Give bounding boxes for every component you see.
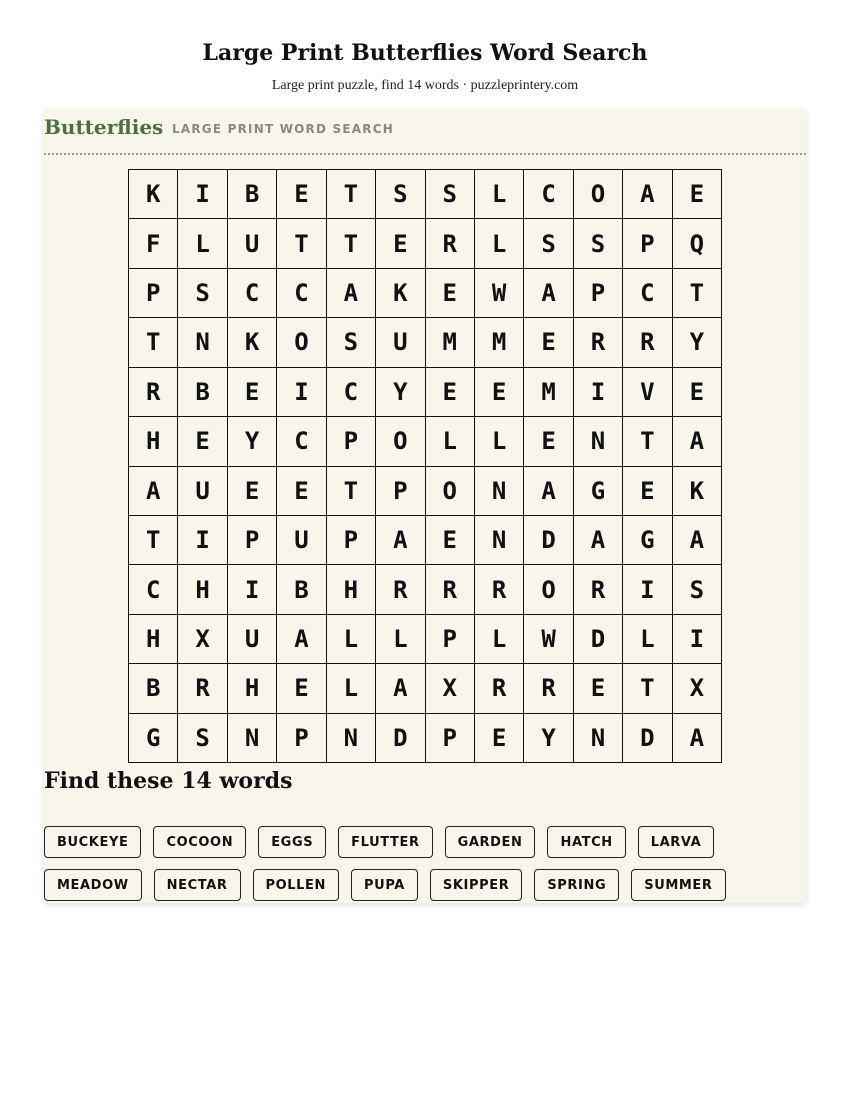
grid-cell[interactable]: S	[376, 170, 425, 219]
grid-cell[interactable]: E	[277, 170, 326, 219]
grid-cell[interactable]: R	[524, 664, 573, 713]
grid-cell[interactable]: I	[623, 565, 672, 614]
grid-cell[interactable]: C	[623, 269, 672, 318]
grid-cell[interactable]: I	[228, 565, 277, 614]
grid-cell[interactable]: X	[178, 615, 227, 664]
grid-cell[interactable]: E	[277, 664, 326, 713]
grid-cell[interactable]: A	[376, 664, 425, 713]
word-chip-garden[interactable]: GARDEN	[445, 826, 536, 858]
grid-cell[interactable]: A	[623, 170, 672, 219]
word-list-row	[44, 826, 714, 858]
grid-cell[interactable]: B	[228, 170, 277, 219]
grid-cell[interactable]: C	[327, 368, 376, 417]
grid-cell[interactable]: A	[277, 615, 326, 664]
grid-cell[interactable]: G	[129, 714, 178, 763]
grid-cell[interactable]: I	[574, 368, 623, 417]
letter-grid	[128, 169, 722, 763]
word-chip-larva[interactable]: LARVA	[638, 826, 715, 858]
grid-cell[interactable]: X	[426, 664, 475, 713]
grid-cell[interactable]: N	[178, 318, 227, 367]
grid-cell[interactable]: P	[277, 714, 326, 763]
grid-cell[interactable]: E	[475, 368, 524, 417]
grid-cell[interactable]: T	[327, 170, 376, 219]
grid-cell[interactable]: A	[673, 417, 722, 466]
grid-cell[interactable]: P	[376, 467, 425, 516]
grid-cell[interactable]: D	[524, 516, 573, 565]
grid-cell[interactable]: K	[673, 467, 722, 516]
grid-cell[interactable]: K	[228, 318, 277, 367]
grid-cell[interactable]: F	[129, 219, 178, 268]
grid-cell[interactable]: E	[178, 417, 227, 466]
grid-cell[interactable]: R	[475, 664, 524, 713]
grid-cell[interactable]: P	[426, 615, 475, 664]
grid-cell[interactable]: W	[524, 615, 573, 664]
grid-cell[interactable]: E	[673, 368, 722, 417]
grid-cell[interactable]: T	[623, 417, 672, 466]
grid-cell[interactable]: Q	[673, 219, 722, 268]
grid-cell[interactable]: I	[277, 368, 326, 417]
grid-cell[interactable]: S	[673, 565, 722, 614]
grid-cell[interactable]: T	[129, 318, 178, 367]
grid-cell[interactable]: W	[475, 269, 524, 318]
grid-cell[interactable]: H	[178, 565, 227, 614]
grid-cell[interactable]: R	[426, 219, 475, 268]
card-header	[44, 109, 806, 155]
grid-cell[interactable]: N	[574, 417, 623, 466]
grid-cell[interactable]: E	[673, 170, 722, 219]
grid-cell[interactable]: T	[277, 219, 326, 268]
word-chip-pollen[interactable]: POLLEN	[253, 869, 340, 901]
grid-cell[interactable]: A	[574, 516, 623, 565]
grid-cell[interactable]: T	[327, 219, 376, 268]
grid-cell[interactable]: R	[376, 565, 425, 614]
grid-cell[interactable]: Y	[228, 417, 277, 466]
grid-cell[interactable]: H	[129, 615, 178, 664]
grid-cell[interactable]: P	[623, 219, 672, 268]
grid-cell[interactable]: C	[524, 170, 573, 219]
grid-cell[interactable]: A	[524, 269, 573, 318]
word-list-row	[44, 869, 726, 901]
grid-cell[interactable]: S	[178, 714, 227, 763]
grid-cell[interactable]: B	[277, 565, 326, 614]
card-kicker: LARGE PRINT WORD SEARCH	[172, 122, 394, 136]
grid-cell[interactable]: E	[228, 467, 277, 516]
grid-cell[interactable]: P	[327, 417, 376, 466]
grid-cell[interactable]: R	[574, 565, 623, 614]
grid-cell[interactable]: T	[673, 269, 722, 318]
grid-cell[interactable]: S	[178, 269, 227, 318]
grid-cell[interactable]: E	[524, 318, 573, 367]
grid-cell[interactable]: R	[623, 318, 672, 367]
grid-cell[interactable]: S	[524, 219, 573, 268]
grid-cell[interactable]: E	[574, 664, 623, 713]
grid-cell[interactable]: A	[673, 516, 722, 565]
grid-cell[interactable]: O	[277, 318, 326, 367]
grid-cell[interactable]: E	[228, 368, 277, 417]
grid-cell[interactable]: L	[623, 615, 672, 664]
grid-cell[interactable]: P	[228, 516, 277, 565]
grid-cell[interactable]: A	[376, 516, 425, 565]
grid-cell[interactable]: D	[623, 714, 672, 763]
word-chip-buckeye[interactable]: BUCKEYE	[44, 826, 141, 858]
grid-cell[interactable]: Y	[376, 368, 425, 417]
grid-cell[interactable]: N	[475, 467, 524, 516]
grid-cell[interactable]: T	[129, 516, 178, 565]
word-chip-hatch[interactable]: HATCH	[547, 826, 625, 858]
grid-cell[interactable]: C	[277, 417, 326, 466]
grid-cell[interactable]: N	[327, 714, 376, 763]
grid-cell[interactable]: N	[475, 516, 524, 565]
grid-cell[interactable]: S	[327, 318, 376, 367]
grid-cell[interactable]: D	[376, 714, 425, 763]
grid-cell[interactable]: T	[623, 664, 672, 713]
puzzle-card	[44, 109, 806, 903]
grid-cell[interactable]: E	[277, 467, 326, 516]
grid-cell[interactable]: K	[376, 269, 425, 318]
grid-cell[interactable]: Y	[673, 318, 722, 367]
grid-cell[interactable]: U	[228, 615, 277, 664]
grid-cell[interactable]: E	[524, 417, 573, 466]
grid-cell[interactable]: K	[129, 170, 178, 219]
grid-cell[interactable]: L	[327, 664, 376, 713]
grid-cell[interactable]: L	[327, 615, 376, 664]
grid-cell[interactable]: L	[426, 417, 475, 466]
word-chip-spring[interactable]: SPRING	[534, 869, 619, 901]
grid-cell[interactable]: Y	[524, 714, 573, 763]
grid-cell[interactable]: I	[178, 516, 227, 565]
card-title: Butterflies	[44, 115, 164, 139]
grid-cell[interactable]: V	[623, 368, 672, 417]
grid-cell[interactable]: S	[426, 170, 475, 219]
grid-cell[interactable]: G	[574, 467, 623, 516]
grid-cell[interactable]: L	[376, 615, 425, 664]
grid-cell[interactable]: U	[178, 467, 227, 516]
grid-cell[interactable]: P	[426, 714, 475, 763]
grid-cell[interactable]: O	[426, 467, 475, 516]
grid-cell[interactable]: C	[277, 269, 326, 318]
grid-cell[interactable]: G	[623, 516, 672, 565]
word-chip-nectar[interactable]: NECTAR	[154, 869, 241, 901]
grid-cell[interactable]: H	[327, 565, 376, 614]
grid-cell[interactable]: L	[475, 417, 524, 466]
grid-cell[interactable]: R	[574, 318, 623, 367]
grid-cell[interactable]: E	[376, 219, 425, 268]
grid-cell[interactable]: A	[327, 269, 376, 318]
grid-cell[interactable]: S	[574, 219, 623, 268]
page-title: Large Print Butterflies Word Search	[202, 40, 648, 66]
page-subtitle: Large print puzzle, find 14 words · puzzleprintery.com	[271, 78, 579, 93]
grid-cell[interactable]: B	[129, 664, 178, 713]
word-chip-skipper[interactable]: SKIPPER	[430, 869, 522, 901]
grid-cell[interactable]: D	[574, 615, 623, 664]
grid-cell[interactable]: E	[426, 269, 475, 318]
grid-cell[interactable]: O	[376, 417, 425, 466]
grid-cell[interactable]: C	[129, 565, 178, 614]
grid-cell[interactable]: M	[426, 318, 475, 367]
grid-cell[interactable]: U	[228, 219, 277, 268]
word-chip-flutter[interactable]: FLUTTER	[338, 826, 432, 858]
grid-cell[interactable]: M	[475, 318, 524, 367]
grid-cell[interactable]: R	[426, 565, 475, 614]
word-chip-meadow[interactable]: MEADOW	[44, 869, 142, 901]
grid-cell[interactable]: U	[277, 516, 326, 565]
grid-cell[interactable]: E	[426, 368, 475, 417]
grid-cell[interactable]: P	[327, 516, 376, 565]
grid-cell[interactable]: O	[524, 565, 573, 614]
grid-cell[interactable]: A	[673, 714, 722, 763]
grid-cell[interactable]: N	[574, 714, 623, 763]
grid-cell[interactable]: N	[228, 714, 277, 763]
grid-cell[interactable]: U	[376, 318, 425, 367]
word-chip-cocoon[interactable]: COCOON	[153, 826, 246, 858]
grid-cell[interactable]: R	[475, 565, 524, 614]
grid-cell[interactable]: T	[327, 467, 376, 516]
grid-cell[interactable]: H	[228, 664, 277, 713]
grid-cell[interactable]: O	[574, 170, 623, 219]
grid-cell[interactable]: R	[178, 664, 227, 713]
grid-cell[interactable]: M	[524, 368, 573, 417]
grid-cell[interactable]: A	[524, 467, 573, 516]
grid-cell[interactable]: I	[673, 615, 722, 664]
grid-cell[interactable]: X	[673, 664, 722, 713]
grid-cell[interactable]: L	[475, 615, 524, 664]
grid-cell[interactable]: R	[129, 368, 178, 417]
grid-cell[interactable]: L	[475, 170, 524, 219]
grid-cell[interactable]: I	[178, 170, 227, 219]
grid-cell[interactable]: B	[178, 368, 227, 417]
grid-cell[interactable]: E	[623, 467, 672, 516]
word-chip-summer[interactable]: SUMMER	[631, 869, 725, 901]
grid-cell[interactable]: P	[129, 269, 178, 318]
words-heading: Find these 14 words	[44, 768, 293, 794]
word-chip-pupa[interactable]: PUPA	[351, 869, 418, 901]
grid-cell[interactable]: L	[178, 219, 227, 268]
grid-cell[interactable]: P	[574, 269, 623, 318]
grid-cell[interactable]: E	[426, 516, 475, 565]
grid-cell[interactable]: E	[475, 714, 524, 763]
grid-cell[interactable]: C	[228, 269, 277, 318]
grid-cell[interactable]: A	[129, 467, 178, 516]
grid-cell[interactable]: L	[475, 219, 524, 268]
word-chip-eggs[interactable]: EGGS	[258, 826, 326, 858]
grid-cell[interactable]: H	[129, 417, 178, 466]
